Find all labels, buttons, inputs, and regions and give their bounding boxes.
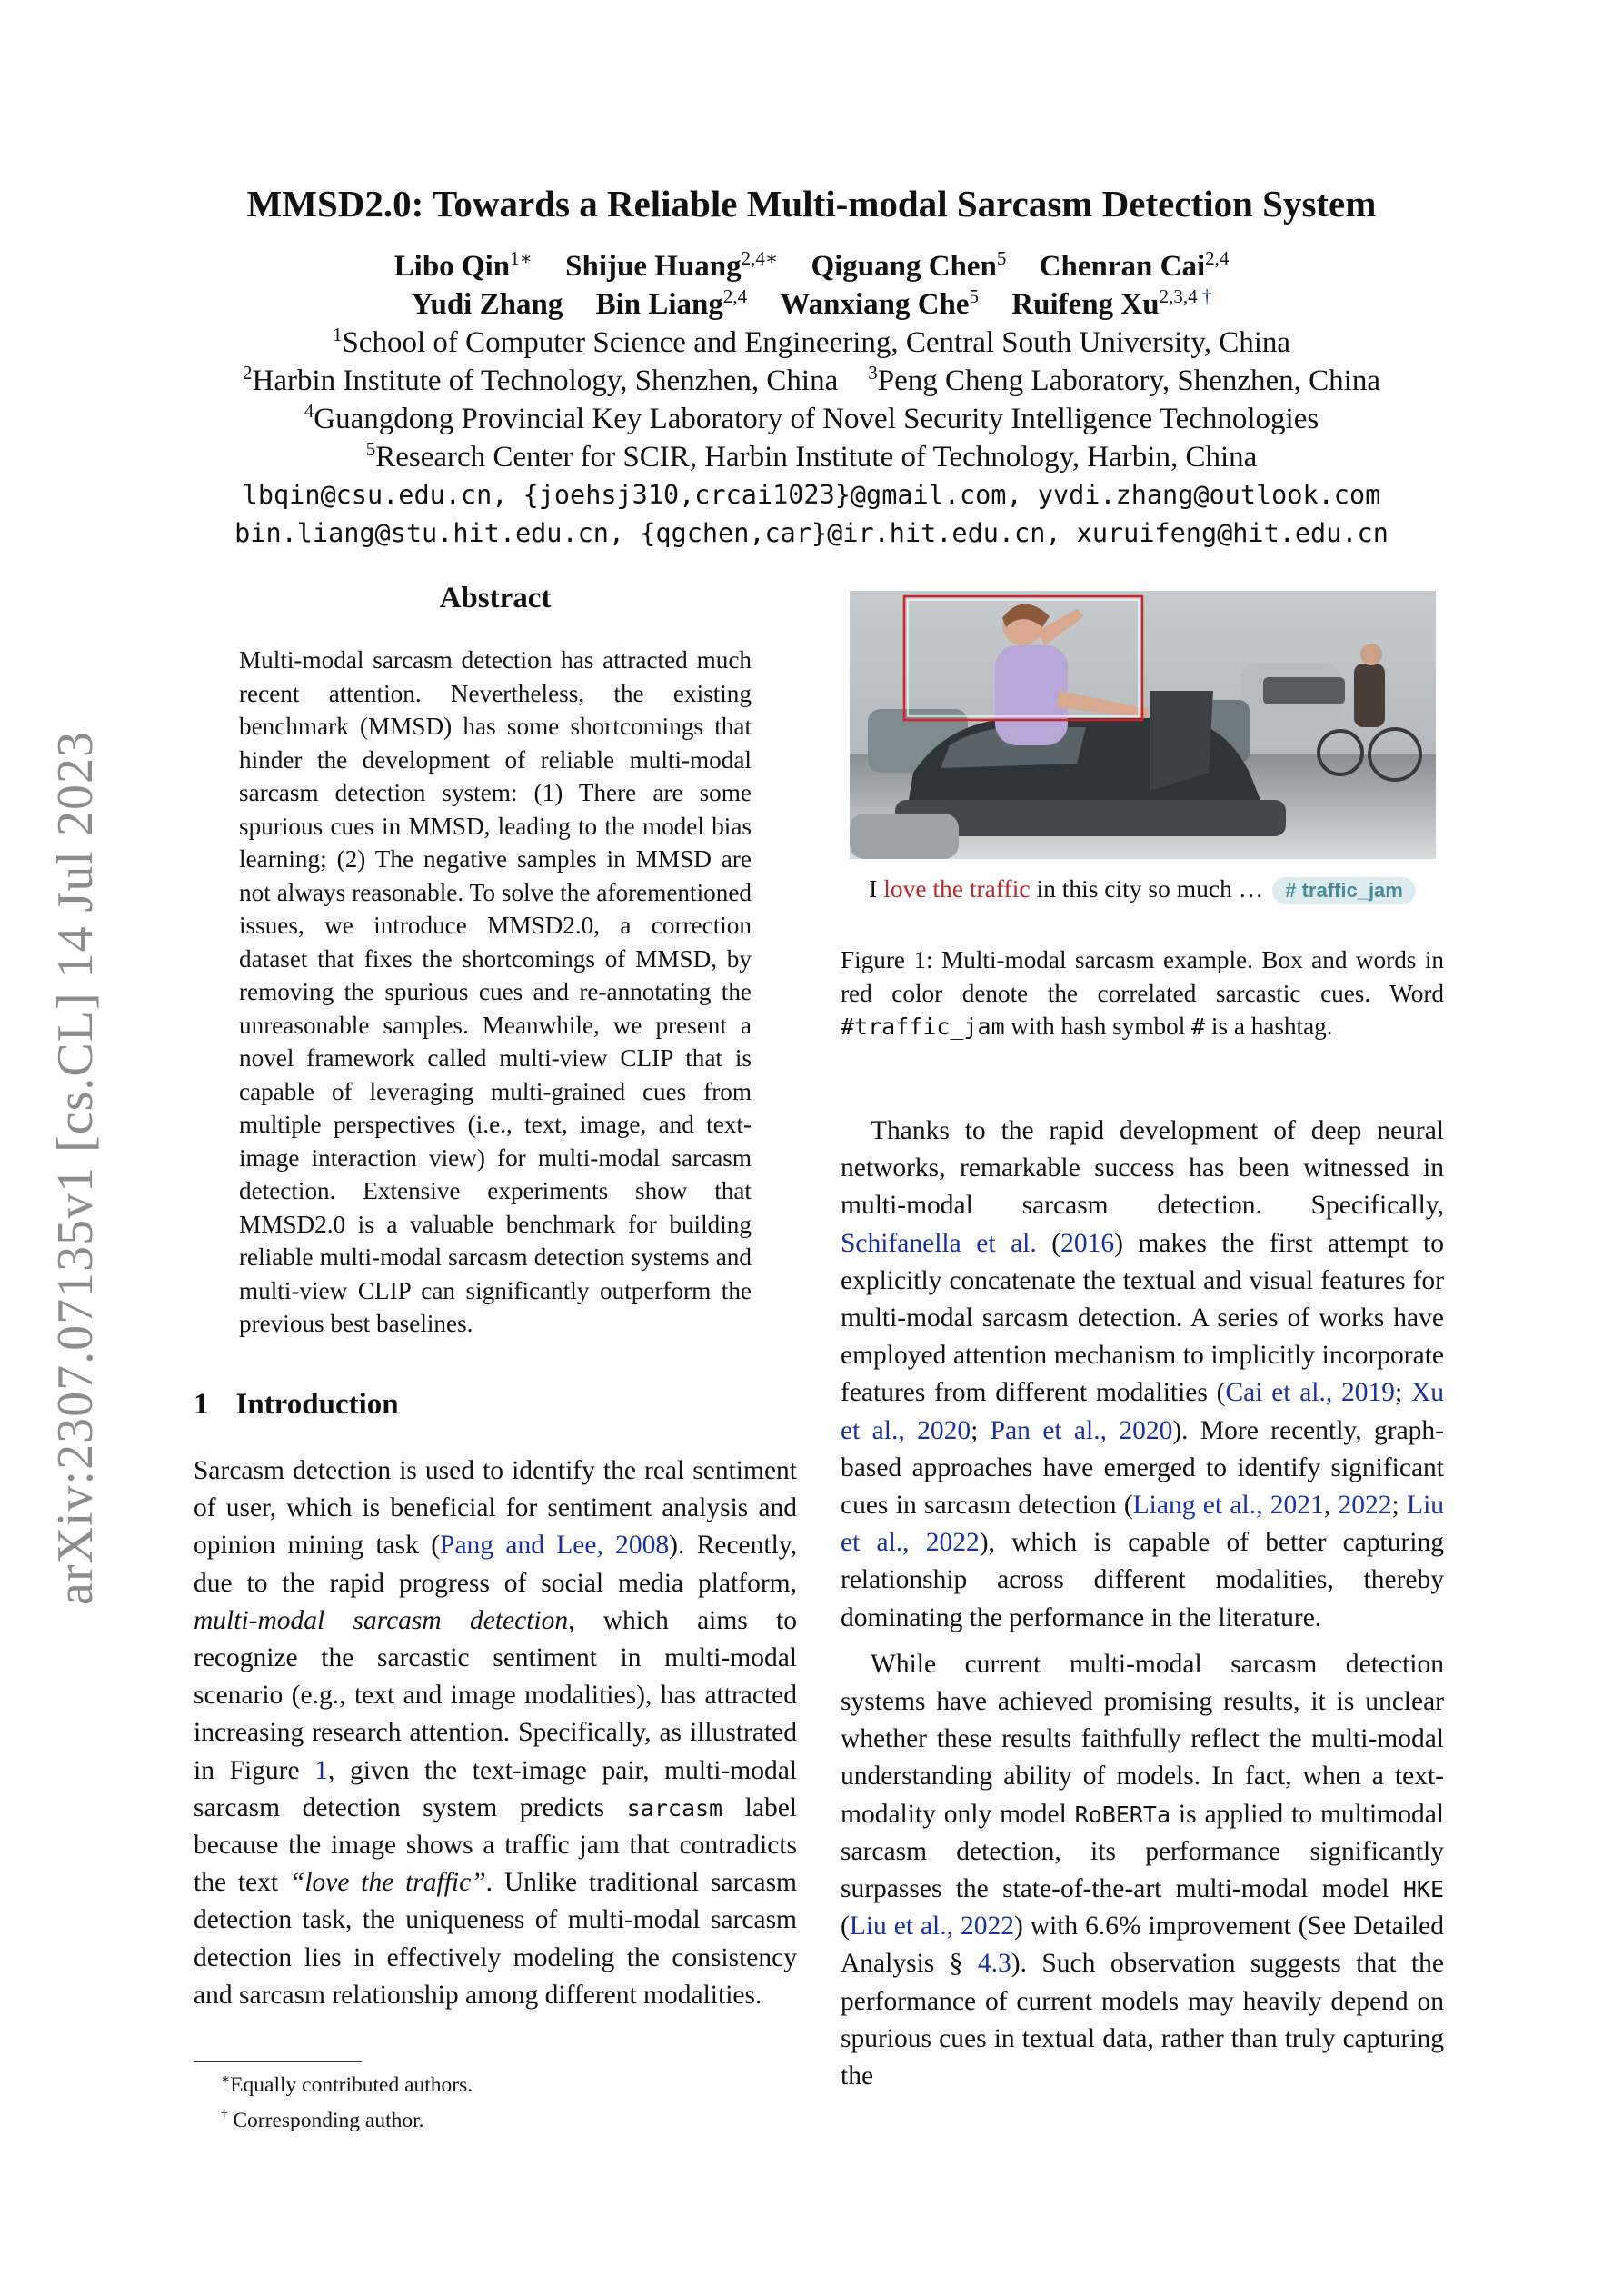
authors-row-2 (0, 285, 1623, 322)
footnotes (221, 2065, 473, 2136)
affiliation-4: $^4$Guangdong Provincial Key Laboratory of Novel Security Intelligence Technologies (304, 400, 1319, 435)
footnote-1: ∗Equally contributed authors. (221, 2072, 473, 2097)
author: Yudi Zhang (411, 288, 563, 321)
figure-1-caption: Figure 1: Multi-modal sarcasm example. Box and words in red color denote the correlated sarcastic cues. Word #traffic_jam with hash symbol # is a hashtag. (841, 946, 1444, 1040)
figure-1-text: I love the traffic in this city so much … # traffic_jam (841, 874, 1444, 904)
footnote-2: † Corresponding author. (221, 2107, 424, 2132)
intro-paragraph-3: While current multi-modal sarcasm detection systems have achieved promising results, it is unclear whether these results faithfully reflect the multi-modal understanding ability of models. In fact, when a text-modality only model RoBERTa is applied to multimodal sarcasm detection, its performance significantly surpasses the state-of-the-art multi-modal model HKE (Liu et al., 2022) with 6.6% improvement (See Detailed Analysis § 4.3). Such observation suggests that the performance of current models may heavily depend on spurious cues in textual data, rather than truly capturing the (841, 1649, 1445, 2091)
citation-link[interactable]: Pang and Lee, 2008 (440, 1531, 670, 1561)
citation-link[interactable]: Liang et al., 2021 (1132, 1491, 1324, 1521)
authors-row-1 (0, 247, 1623, 284)
citation-link[interactable]: 2022 (1338, 1491, 1392, 1521)
dagger-mark: † (1201, 285, 1212, 307)
citation-link[interactable]: Cai et al., 2019 (1225, 1378, 1395, 1408)
paper-title: MMSD2.0: Towards a Reliable Multi-modal Sarcasm Detection System (246, 183, 1377, 225)
footnote-rule (194, 2061, 362, 2062)
citation-link[interactable]: Xu et al., 2020 (841, 1378, 1444, 1445)
email-line-1: lbqin@csu.edu.cn, {joehsj310,crcai1023}@gmail.com, yvdi.zhang@outlook.com (242, 480, 1381, 510)
figure-ref-link[interactable]: 1 (314, 1755, 328, 1785)
citation-link[interactable]: 2016 (1060, 1228, 1115, 1258)
author: Chenran Cai$^{2,4}$ (1039, 247, 1230, 283)
citation-link[interactable]: Pan et al., 2020 (990, 1415, 1173, 1445)
abstract-text: Multi-modal sarcasm detection has attracted much recent attention. Nevertheless, the existing benchmark (MMSD) has some shortcomings that hinder the development of reliable multi-modal sarcasm detection system: (1) There are some spurious cues in MMSD, leading to the model bias learning; (2) The negative samples in MMSD are not always reasonable. To solve the aforementioned issues, we introduce MMSD2.0, a correction dataset that fixes the shortcomings of MMSD, by removing the spurious cues and re-annotating the unreasonable samples. Meanwhile, we present a novel framework called multi-view CLIP that is capable of leveraging multi-grained cues from multiple perspectives (i.e., text, image, and text-image interaction view) for multi-modal sarcasm detection. Extensive experiments show that MMSD2.0 is a valuable benchmark for building reliable multi-modal sarcasm detection systems and multi-view CLIP can significantly outperform the previous best baselines. (239, 646, 752, 1337)
author: Shijue Huang$^{2,4∗}$ (565, 247, 779, 283)
affiliation-1: $^1$School of Computer Science and Engineering, Central South University, China (332, 324, 1291, 359)
author: Qiguang Chen$^5$ (811, 247, 1007, 283)
citation-link[interactable]: Liu et al., 2022 (841, 1491, 1445, 1558)
affiliation-5: $^5$Research Center for SCIR, Harbin Institute of Technology, Harbin, China (365, 438, 1258, 474)
hashtag-badge: # traffic_jam (1272, 877, 1416, 904)
section-ref-link[interactable]: 4.3 (977, 1949, 1011, 1979)
author: Bin Liang$^{2,4}$ (595, 285, 748, 321)
author: Ruifeng $Xu^{2,3,4 \dagger}$ (1011, 285, 1212, 321)
citation-link[interactable]: Liu et al., 2022 (849, 1912, 1014, 1942)
citation-link[interactable]: Schifanella et al. (841, 1228, 1037, 1258)
section-heading: 1 Introduction (194, 1388, 399, 1421)
traffic-scene-illustration (850, 591, 1436, 859)
email-line-2: bin.liang@stu.hit.edu.cn, {qgchen,car}@ir.hit.edu.cn, xuruifeng@hit.edu.cn (234, 518, 1389, 548)
affiliation-2-3: $^2$Harbin Institute of Technology, Shenzhen, China $^3$Peng Cheng Laboratory, Shenzhen, China (243, 362, 1380, 397)
intro-paragraph-2: Thanks to the rapid development of deep neural networks, remarkable success has been witnessed in multi-modal sarcasm detection. Specifically, Schifanella et al. (2016) makes the first attempt to explicitly concatenate the textual and visual features for multi-modal sarcasm detection. A series of works have employed attention mechanism to implicitly incorporate features from different modalities (Cai et al., 2019; Xu et al., 2020; Pan et al., 2020). More recently, graph-based approaches have emerged to identify significant cues in sarcasm detection (Liang et al., 2021, 2022; Liu et al., 2022), which is capable of better capturing relationship across different modalities, thereby dominating the performance in the literature. While current multi-modal sarcasm detection systems have achieved promising results, it is unclear whether these results faithfully reflect the multi-modal understanding ability of models. In fact, when a text-modality only model RoBERTa is applied to multimodal sarcasm detection, its performance significantly surpasses the state-of-the-art multi-modal model HKE (Liu et al., 2022) with 6.6% improvement (See Detailed Analysis § 4.3). Such observation suggests that the performance of current models may heavily depend on spurious cues in textual data, rather than truly capturing the (841, 1113, 1444, 2095)
author: Libo Qin$^{1∗}$ (393, 247, 533, 283)
arxiv-identifier: arXiv:2307.07135v1 [cs.CL] 14 Jul 2023 (47, 731, 104, 1605)
author: Wanxiang Che$^5$ (780, 285, 980, 321)
abstract-heading: Abstract (439, 582, 552, 614)
intro-paragraph-1: Sarcasm detection is used to identify the real sentiment of user, which is beneficial for sentiment analysis and opinion mining task (Pang and Lee, 2008). Recently, due to the rapid progress of social media platform, multi-modal sarcasm detection, which aims to recognize the sarcastic sentiment in multi-modal scenario (e.g., text and image modalities), has attracted increasing research attention. Specifically, as illustrated in Figure 1, given the text-image pair, multi-modal sarcasm detection system predicts sarcasm label because the image shows a traffic jam that contradicts the text “love the traffic”. Unlike traditional sarcasm detection task, the uniqueness of multi-modal sarcasm detection lies in effectively modeling the consistency and sarcasm relationship among different modalities. (194, 1456, 798, 2010)
figure-1-image (850, 591, 1436, 859)
